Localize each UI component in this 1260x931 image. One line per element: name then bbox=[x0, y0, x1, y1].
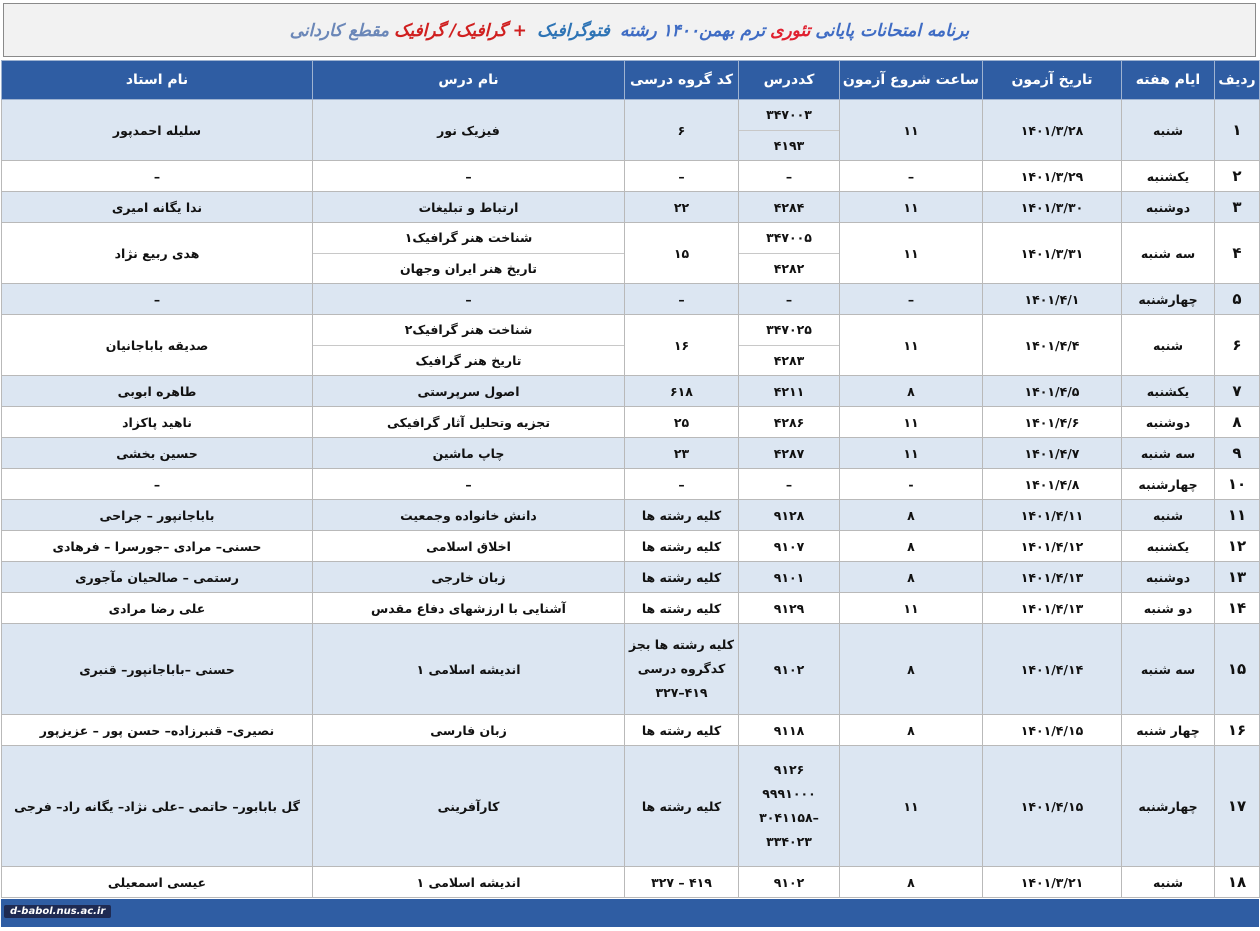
group-code-cell: ۲۲ bbox=[625, 192, 739, 223]
group-code-cell: ۱۵ bbox=[625, 223, 739, 284]
course-code-cell: – bbox=[739, 469, 840, 500]
column-header: کددرس bbox=[739, 61, 840, 100]
start-time-cell: – bbox=[840, 284, 983, 315]
table-row bbox=[2, 100, 1260, 161]
exam-date-cell: ۱۴۰۱/۴/۱۵ bbox=[983, 746, 1122, 867]
row-number-cell: ۱۳ bbox=[1215, 562, 1260, 593]
course-code-cell: ۹۱۰۲ bbox=[739, 624, 840, 715]
exam-date-cell: ۱۴۰۱/۴/۶ bbox=[983, 407, 1122, 438]
teacher-name-cell: ناهید پاکزاد bbox=[2, 407, 313, 438]
exam-date-cell: ۱۴۰۱/۳/۲۱ bbox=[983, 867, 1122, 898]
teacher-name-cell: طاهره ابوبی bbox=[2, 376, 313, 407]
group-code-cell: ۴۱۹ – ۳۲۷ bbox=[625, 867, 739, 898]
group-code-cell: ۶۱۸ bbox=[625, 376, 739, 407]
start-time-cell: ۸ bbox=[840, 500, 983, 531]
course-name-cell: زبان خارجی bbox=[313, 562, 625, 593]
title-part: فتوگرافیک bbox=[537, 21, 610, 41]
course-name-cell: – bbox=[313, 469, 625, 500]
weekday-cell: چهار شنبه bbox=[1122, 715, 1215, 746]
start-time-cell: - bbox=[840, 469, 983, 500]
table-row bbox=[2, 376, 1260, 407]
start-time-cell: ۱۱ bbox=[840, 192, 983, 223]
course-name-cell bbox=[313, 223, 625, 284]
column-header: ساعت شروع آزمون bbox=[840, 61, 983, 100]
table-row bbox=[2, 469, 1260, 500]
teacher-name-cell: هدی ربیع نژاد bbox=[2, 223, 313, 284]
weekday-cell: دوشنبه bbox=[1122, 192, 1215, 223]
course-code-cell: ۹۱۲۸ bbox=[739, 500, 840, 531]
weekday-cell: شنبه bbox=[1122, 500, 1215, 531]
start-time-cell: ۸ bbox=[840, 562, 983, 593]
group-code-cell: ۲۳ bbox=[625, 438, 739, 469]
teacher-name-cell: باباجانپور – جراحی bbox=[2, 500, 313, 531]
table-row bbox=[2, 867, 1260, 898]
table-row bbox=[2, 407, 1260, 438]
course-code-cell bbox=[739, 100, 840, 161]
group-code-cell: کلیه رشته ها bbox=[625, 562, 739, 593]
title-part: برنامه امتحانات پایانی bbox=[815, 21, 970, 41]
exam-date-cell: ۱۴۰۱/۴/۷ bbox=[983, 438, 1122, 469]
table-row bbox=[2, 223, 1260, 284]
start-time-cell: ۱۱ bbox=[840, 315, 983, 376]
course-code-cell: – bbox=[739, 284, 840, 315]
weekday-cell: یکشنبه bbox=[1122, 531, 1215, 562]
row-number-cell: ۱۶ bbox=[1215, 715, 1260, 746]
course-code-cell: ۹۱۰۱ bbox=[739, 562, 840, 593]
weekday-cell: سه شنبه bbox=[1122, 438, 1215, 469]
exam-date-cell: ۱۴۰۱/۳/۳۱ bbox=[983, 223, 1122, 284]
course-code-cell-line: ۹۱۲۶ bbox=[773, 762, 805, 777]
course-code-cell bbox=[739, 746, 840, 867]
course-code-cell-line: –۳۰۴۱۱۵۸ bbox=[759, 810, 819, 825]
teacher-name-cell: – bbox=[2, 161, 313, 192]
course-code-cell: ۴۲۱۱ bbox=[739, 376, 840, 407]
group-code-cell: کلیه رشته ها bbox=[625, 746, 739, 867]
course-name-cell: اندیشه اسلامی ۱ bbox=[313, 624, 625, 715]
course-code-cell-line: ۴۲۸۲ bbox=[739, 253, 839, 284]
course-code-cell-line: ۴۲۸۳ bbox=[739, 345, 839, 376]
exam-schedule-table bbox=[1, 60, 1259, 898]
exam-date-cell: ۱۴۰۱/۴/۱۴ bbox=[983, 624, 1122, 715]
group-code-cell-line: کدگروه درسی bbox=[637, 661, 726, 676]
start-time-cell: ۱۱ bbox=[840, 438, 983, 469]
course-name-cell-line: تاریخ هنر گرافیک bbox=[313, 345, 624, 376]
group-code-cell: – bbox=[625, 469, 739, 500]
row-number-cell: ۱ bbox=[1215, 100, 1260, 161]
title-part: مقطع کاردانی bbox=[289, 21, 390, 41]
course-name-cell: دانش خانواده وجمعیت bbox=[313, 500, 625, 531]
site-badge: d-babol.nus.ac.ir bbox=[4, 905, 111, 918]
row-number-cell: ۵ bbox=[1215, 284, 1260, 315]
course-code-cell bbox=[739, 223, 840, 284]
row-number-cell: ۱۷ bbox=[1215, 746, 1260, 867]
teacher-name-cell: حسین بخشی bbox=[2, 438, 313, 469]
group-code-cell: ۶ bbox=[625, 100, 739, 161]
course-name-cell: چاپ ماشین bbox=[313, 438, 625, 469]
course-code-cell-line: ۳۳۴۰۲۳ bbox=[766, 834, 812, 849]
course-code-cell: – bbox=[739, 161, 840, 192]
group-code-cell: ۱۶ bbox=[625, 315, 739, 376]
table-row bbox=[2, 500, 1260, 531]
course-name-cell: ارتباط و تبلیغات bbox=[313, 192, 625, 223]
row-number-cell: ۶ bbox=[1215, 315, 1260, 376]
weekday-cell: چهارشنبه bbox=[1122, 469, 1215, 500]
group-code-cell: ۲۵ bbox=[625, 407, 739, 438]
teacher-name-cell: ندا یگانه امیری bbox=[2, 192, 313, 223]
teacher-name-cell: عیسی اسمعیلی bbox=[2, 867, 313, 898]
table-row bbox=[2, 715, 1260, 746]
course-name-cell: کارآفرینی bbox=[313, 746, 625, 867]
course-name-cell: آشنایی با ارزشهای دفاع مقدس bbox=[313, 593, 625, 624]
teacher-name-cell: صدیقه باباجانیان bbox=[2, 315, 313, 376]
teacher-name-cell: – bbox=[2, 469, 313, 500]
start-time-cell: ۱۱ bbox=[840, 223, 983, 284]
group-code-cell: – bbox=[625, 284, 739, 315]
exam-date-cell: ۱۴۰۱/۴/۸ bbox=[983, 469, 1122, 500]
exam-date-cell: ۱۴۰۱/۳/۳۰ bbox=[983, 192, 1122, 223]
course-code-cell-line: ۳۴۷۰۰۵ bbox=[766, 230, 812, 246]
group-code-cell: کلیه رشته ها bbox=[625, 500, 739, 531]
teacher-name-cell: گل بابابور– حاتمی –علی نژاد– یگانه راد– فرجی bbox=[2, 746, 313, 867]
title-part: + گرافیک/ bbox=[449, 21, 527, 41]
teacher-name-cell: سلیله احمدپور bbox=[2, 100, 313, 161]
course-code-cell: ۹۱۲۹ bbox=[739, 593, 840, 624]
teacher-name-cell: نصیری– قنبرزاده– حسن پور – عزیزپور bbox=[2, 715, 313, 746]
weekday-cell: شنبه bbox=[1122, 315, 1215, 376]
start-time-cell: ۸ bbox=[840, 376, 983, 407]
weekday-cell: سه شنبه bbox=[1122, 223, 1215, 284]
table-row bbox=[2, 284, 1260, 315]
exam-date-cell: ۱۴۰۱/۴/۱۲ bbox=[983, 531, 1122, 562]
table-row bbox=[2, 624, 1260, 715]
row-number-cell: ۱۸ bbox=[1215, 867, 1260, 898]
title-part: تئوری bbox=[770, 21, 811, 41]
exam-date-cell: ۱۴۰۱/۴/۱۳ bbox=[983, 593, 1122, 624]
teacher-name-cell: رستمی – صالحیان مآجوری bbox=[2, 562, 313, 593]
exam-date-cell: ۱۴۰۱/۴/۱۳ bbox=[983, 562, 1122, 593]
column-header: ایام هفته bbox=[1122, 61, 1215, 100]
weekday-cell: چهارشنبه bbox=[1122, 746, 1215, 867]
row-number-cell: ۱۵ bbox=[1215, 624, 1260, 715]
start-time-cell: ۸ bbox=[840, 531, 983, 562]
course-code-cell: ۹۱۰۷ bbox=[739, 531, 840, 562]
column-header: ردیف bbox=[1215, 61, 1260, 100]
row-number-cell: ۸ bbox=[1215, 407, 1260, 438]
exam-date-cell: ۱۴۰۱/۴/۱ bbox=[983, 284, 1122, 315]
course-name-cell: اخلاق اسلامی bbox=[313, 531, 625, 562]
group-code-cell: کلیه رشته ها bbox=[625, 715, 739, 746]
row-number-cell: ۲ bbox=[1215, 161, 1260, 192]
start-time-cell: – bbox=[840, 161, 983, 192]
course-code-cell: ۴۲۸۴ bbox=[739, 192, 840, 223]
table-row bbox=[2, 746, 1260, 867]
course-code-cell-line: ۳۴۷۰۲۵ bbox=[766, 322, 812, 338]
row-number-cell: ۱۱ bbox=[1215, 500, 1260, 531]
course-code-cell: ۴۲۸۶ bbox=[739, 407, 840, 438]
table-row bbox=[2, 438, 1260, 469]
course-name-cell: زبان فارسی bbox=[313, 715, 625, 746]
footer-bar bbox=[1, 899, 1259, 927]
course-code-cell: ۹۱۱۸ bbox=[739, 715, 840, 746]
exam-date-cell: ۱۴۰۱/۴/۱۱ bbox=[983, 500, 1122, 531]
course-name-cell: – bbox=[313, 161, 625, 192]
teacher-name-cell: علی رضا مرادی bbox=[2, 593, 313, 624]
start-time-cell: ۱۱ bbox=[840, 746, 983, 867]
title-part: گرافیک bbox=[394, 21, 445, 41]
start-time-cell: ۱۱ bbox=[840, 100, 983, 161]
start-time-cell: ۱۱ bbox=[840, 407, 983, 438]
table-header-row bbox=[2, 61, 1260, 100]
exam-date-cell: ۱۴۰۱/۴/۴ bbox=[983, 315, 1122, 376]
weekday-cell: دوشنبه bbox=[1122, 562, 1215, 593]
course-code-cell-line: ۴۱۹۳ bbox=[739, 130, 839, 161]
exam-date-cell: ۱۴۰۱/۴/۱۵ bbox=[983, 715, 1122, 746]
course-code-cell-line: ۹۹۹۱۰۰۰ bbox=[762, 786, 816, 801]
row-number-cell: ۴ bbox=[1215, 223, 1260, 284]
weekday-cell: یکشنبه bbox=[1122, 161, 1215, 192]
weekday-cell: سه شنبه bbox=[1122, 624, 1215, 715]
start-time-cell: ۸ bbox=[840, 624, 983, 715]
row-number-cell: ۹ bbox=[1215, 438, 1260, 469]
table-row bbox=[2, 192, 1260, 223]
teacher-name-cell: – bbox=[2, 284, 313, 315]
column-header: کد گروه درسی bbox=[625, 61, 739, 100]
course-code-cell: ۹۱۰۲ bbox=[739, 867, 840, 898]
course-name-cell: اندیشه اسلامی ۱ bbox=[313, 867, 625, 898]
weekday-cell: دو شنبه bbox=[1122, 593, 1215, 624]
weekday-cell: شنبه bbox=[1122, 100, 1215, 161]
group-code-cell: کلیه رشته ها bbox=[625, 593, 739, 624]
course-name-cell-line: شناخت هنر گرافیک۱ bbox=[404, 230, 533, 246]
row-number-cell: ۱۰ bbox=[1215, 469, 1260, 500]
weekday-cell: چهارشنبه bbox=[1122, 284, 1215, 315]
teacher-name-cell: حسنی –باباجانپور– قنبری bbox=[2, 624, 313, 715]
group-code-cell-line: ۴۱۹–۳۲۷ bbox=[655, 685, 708, 700]
column-header: نام استاد bbox=[2, 61, 313, 100]
column-header: نام درس bbox=[313, 61, 625, 100]
table-body bbox=[2, 100, 1260, 898]
group-code-cell: کلیه رشته ها bbox=[625, 531, 739, 562]
table-row bbox=[2, 161, 1260, 192]
start-time-cell: ۸ bbox=[840, 867, 983, 898]
exam-date-cell: ۱۴۰۱/۳/۲۹ bbox=[983, 161, 1122, 192]
course-name-cell-line: تاریخ هنر ایران وجهان bbox=[313, 253, 624, 284]
start-time-cell: ۱۱ bbox=[840, 593, 983, 624]
course-name-cell: فیزیک نور bbox=[313, 100, 625, 161]
row-number-cell: ۱۴ bbox=[1215, 593, 1260, 624]
row-number-cell: ۷ bbox=[1215, 376, 1260, 407]
title-part: ترم بهمن۱۴۰۰ رشته bbox=[620, 21, 766, 41]
group-code-cell bbox=[625, 624, 739, 715]
column-header: تاریخ آزمون bbox=[983, 61, 1122, 100]
table-row bbox=[2, 562, 1260, 593]
table-row bbox=[2, 531, 1260, 562]
course-name-cell: تجزیه وتحلیل آثار گرافیکی bbox=[313, 407, 625, 438]
course-name-cell: اصول سرپرستی bbox=[313, 376, 625, 407]
table-row bbox=[2, 593, 1260, 624]
row-number-cell: ۳ bbox=[1215, 192, 1260, 223]
row-number-cell: ۱۲ bbox=[1215, 531, 1260, 562]
group-code-cell: – bbox=[625, 161, 739, 192]
start-time-cell: ۸ bbox=[840, 715, 983, 746]
group-code-cell-line: کلیه رشته ها بجز bbox=[628, 637, 735, 652]
exam-date-cell: ۱۴۰۱/۴/۵ bbox=[983, 376, 1122, 407]
course-code-cell-line: ۳۴۷۰۰۳ bbox=[766, 107, 812, 123]
table-row bbox=[2, 315, 1260, 376]
course-name-cell: – bbox=[313, 284, 625, 315]
weekday-cell: دوشنبه bbox=[1122, 407, 1215, 438]
course-name-cell-line: شناخت هنر گرافیک۲ bbox=[404, 322, 533, 338]
page-title bbox=[3, 3, 1256, 57]
course-name-cell bbox=[313, 315, 625, 376]
weekday-cell: یکشنبه bbox=[1122, 376, 1215, 407]
course-code-cell: ۴۲۸۷ bbox=[739, 438, 840, 469]
weekday-cell: شنبه bbox=[1122, 867, 1215, 898]
teacher-name-cell: حسنی– مرادی –جورسرا – فرهادی bbox=[2, 531, 313, 562]
course-code-cell bbox=[739, 315, 840, 376]
exam-date-cell: ۱۴۰۱/۳/۲۸ bbox=[983, 100, 1122, 161]
